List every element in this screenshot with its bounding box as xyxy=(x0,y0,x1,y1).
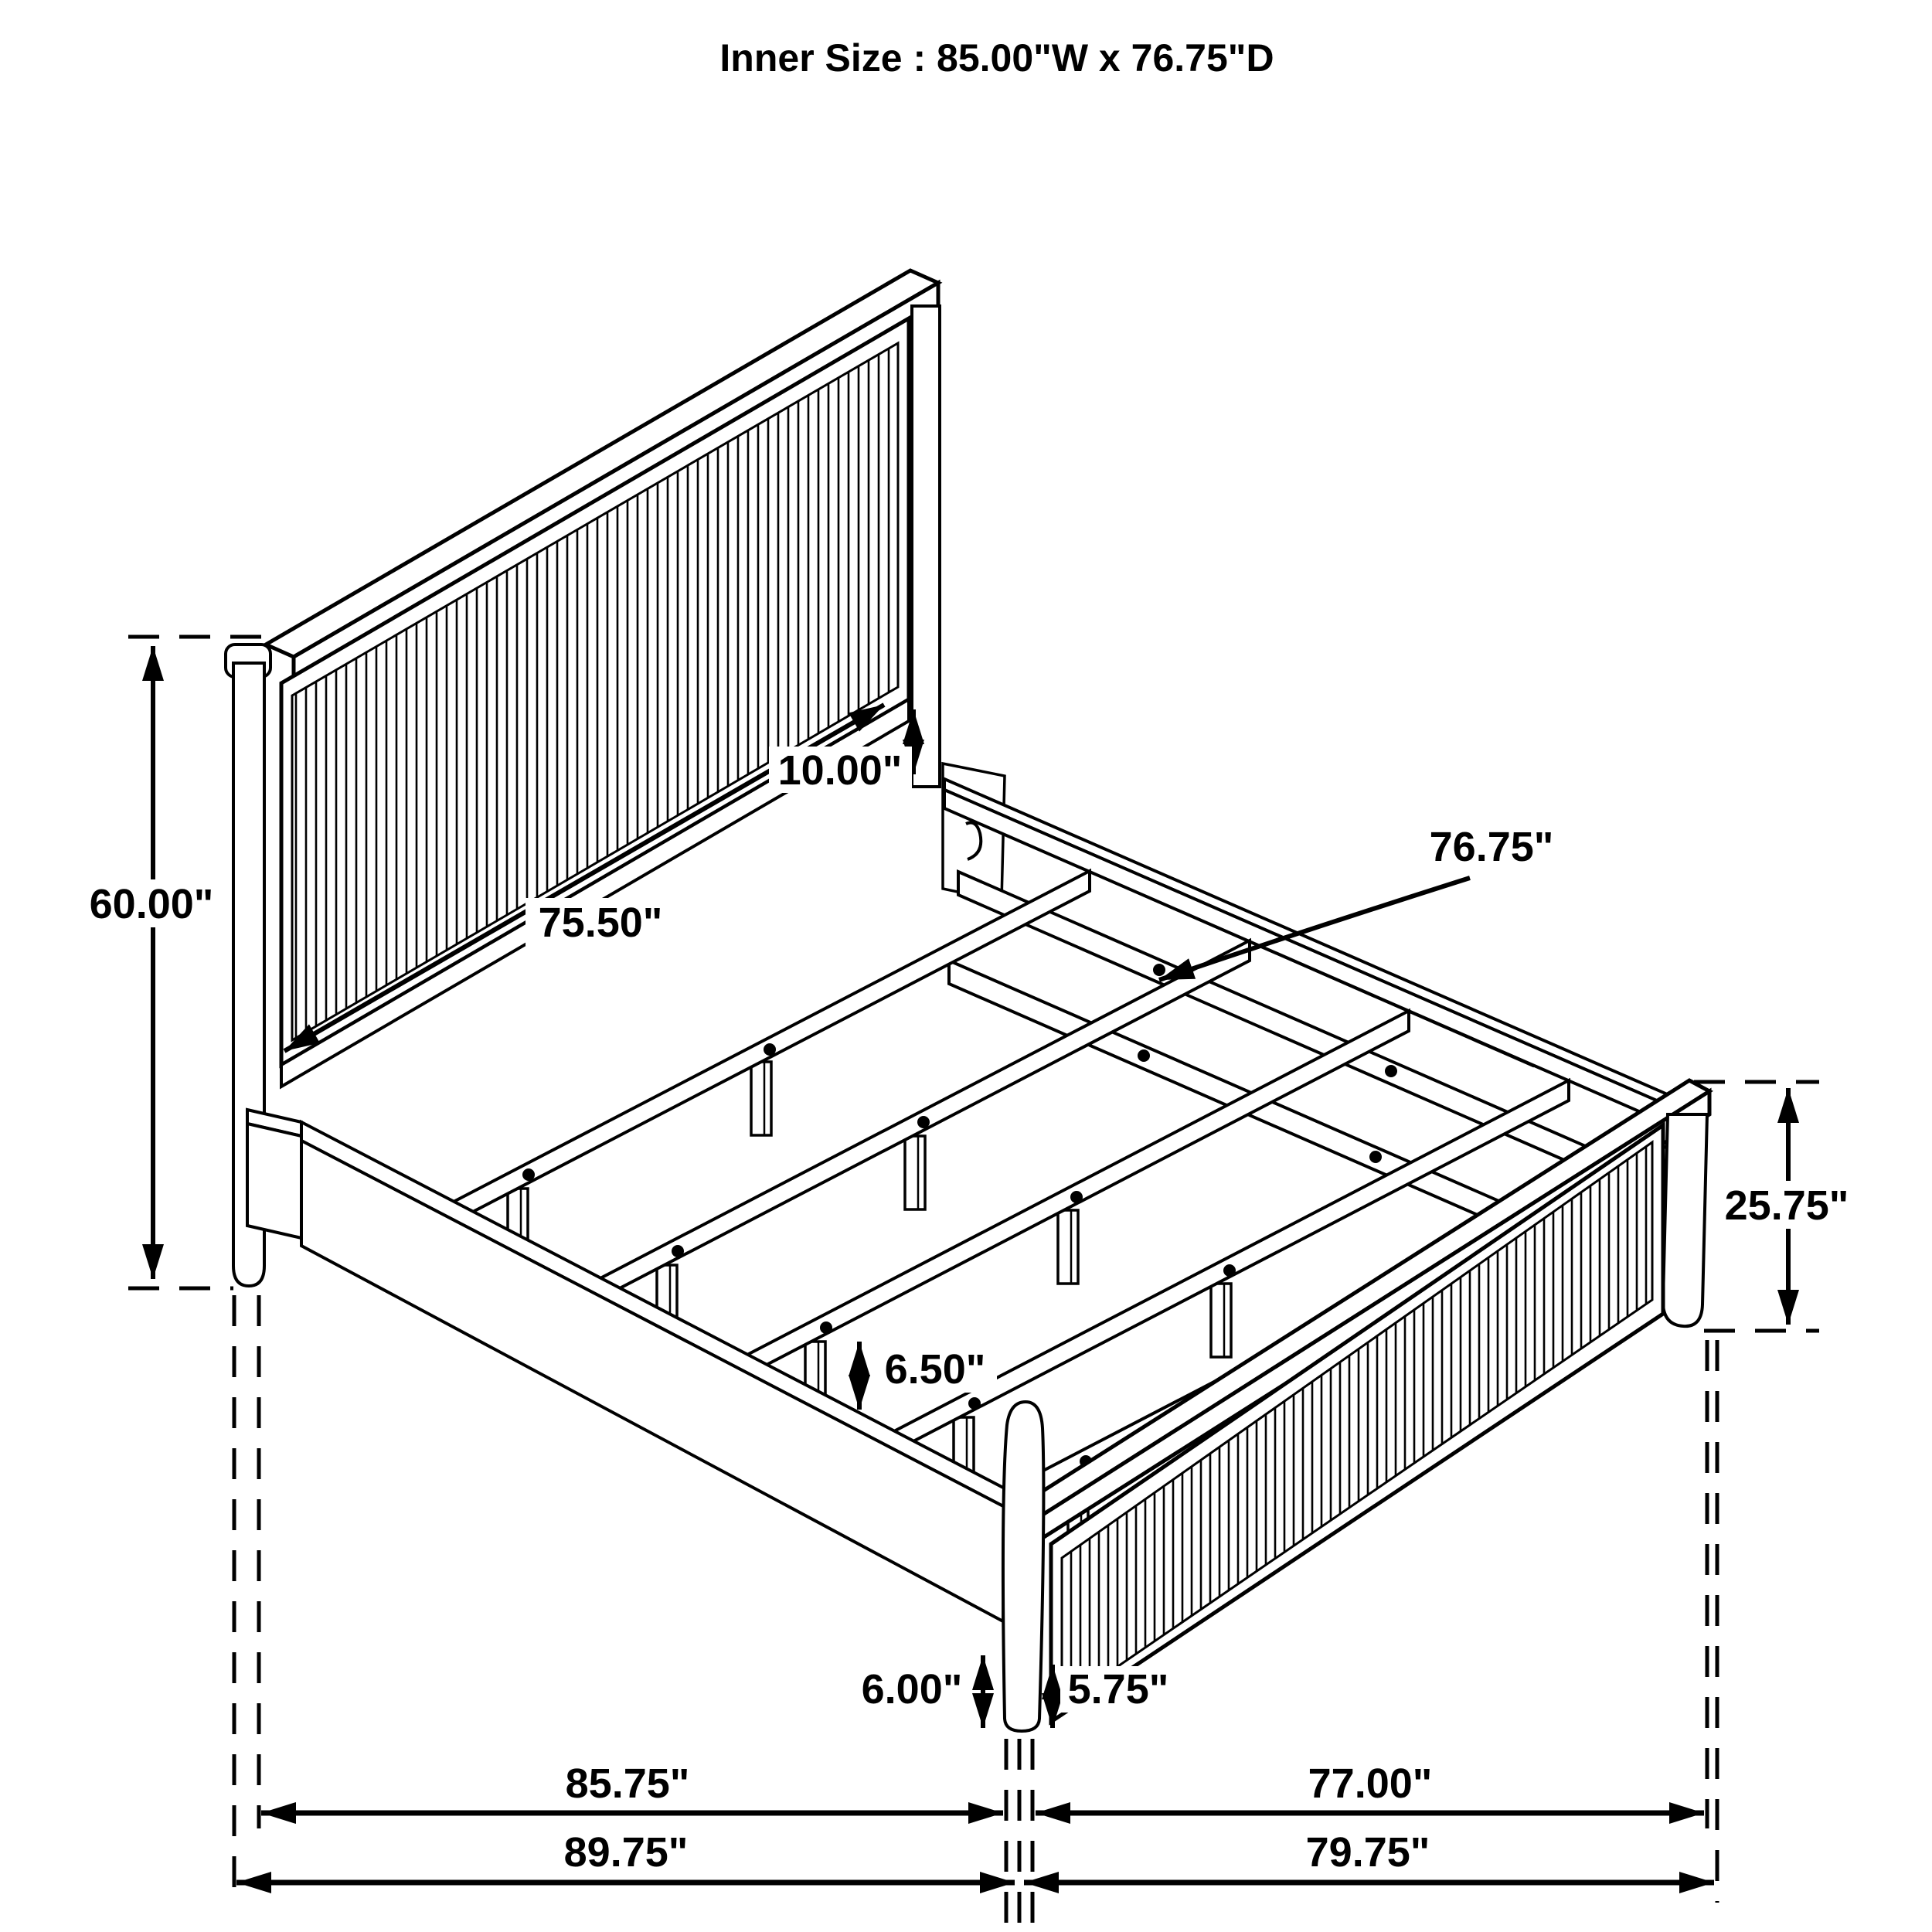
label-slat-leg-height: 6.50" xyxy=(884,1346,986,1393)
slat-leg xyxy=(905,1136,925,1209)
screw-dot xyxy=(1369,1151,1382,1163)
screw-dot xyxy=(1138,1049,1150,1062)
page-title: Inner Size : 85.00"W x 76.75"D xyxy=(719,36,1274,80)
screw-dot xyxy=(672,1245,684,1257)
label-headboard-panel-gap: 10.00" xyxy=(777,747,903,794)
screw-dot xyxy=(968,1397,981,1410)
label-footboard-height: 25.75" xyxy=(1724,1182,1849,1229)
screw-dot xyxy=(764,1043,776,1056)
screw-dot xyxy=(522,1168,535,1181)
front-rail-end-block-face xyxy=(247,1124,301,1238)
screw-dot xyxy=(820,1321,832,1334)
footboard-right-leg xyxy=(1663,1114,1707,1326)
screw-dot xyxy=(917,1116,930,1128)
label-overall-width: 89.75" xyxy=(563,1829,689,1876)
label-inner-depth: 77.00" xyxy=(1308,1760,1433,1807)
label-side-rail-length: 76.75" xyxy=(1429,824,1554,870)
screw-dot xyxy=(1070,1191,1083,1203)
screw-dot xyxy=(1153,964,1165,976)
label-headboard-height: 60.00" xyxy=(89,881,214,927)
screw-dot xyxy=(1223,1264,1236,1277)
label-overall-depth: 79.75" xyxy=(1305,1829,1430,1876)
label-front-leg-height: 6.00" xyxy=(861,1666,963,1713)
screw-dot xyxy=(1385,1065,1397,1077)
footboard-front-leg xyxy=(1003,1402,1043,1731)
slat-leg xyxy=(751,1062,771,1135)
label-inner-width: 85.75" xyxy=(565,1760,690,1807)
front-rail-top-face xyxy=(301,1122,1005,1507)
label-headboard-panel-width: 75.50" xyxy=(538,900,663,946)
slat-leg xyxy=(1058,1210,1078,1284)
headboard-right-post xyxy=(912,306,940,787)
slat-leg xyxy=(1211,1284,1231,1357)
label-footboard-leg-height: 5.75" xyxy=(1067,1666,1169,1713)
